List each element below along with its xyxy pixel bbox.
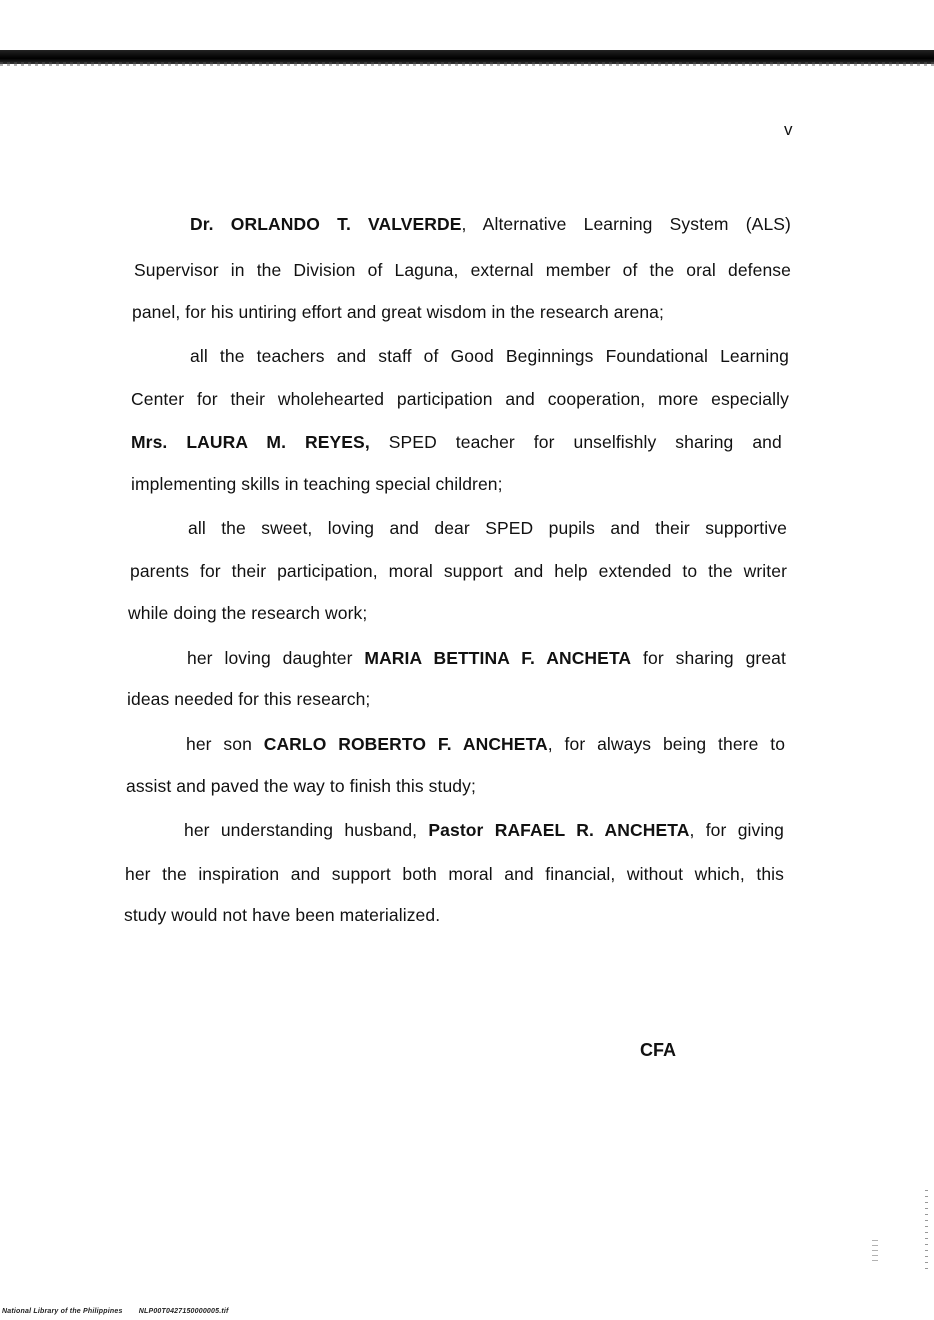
text-segment: ideas needed for this research; xyxy=(127,689,371,709)
text-segment: assist and paved the way to finish this study; xyxy=(126,776,476,796)
text-segment: Supervisor in the Division of Laguna, external member of the oral defense xyxy=(134,260,791,280)
text-segment: study would not have been materialized. xyxy=(124,905,441,925)
text-segment: while doing the research work; xyxy=(128,603,368,623)
text-line xyxy=(190,346,789,367)
text-segment: , Alternative Learning System (ALS) xyxy=(461,214,791,234)
text-segment: all the teachers and staff of Good Beginnings Foundational Learning xyxy=(190,346,790,366)
text-segment: for sharing great xyxy=(631,648,786,668)
text-line xyxy=(132,302,664,323)
text-segment: her son xyxy=(186,734,264,754)
scan-speckle xyxy=(925,1190,928,1270)
text-line xyxy=(187,648,786,669)
scan-speckle-small xyxy=(872,1240,878,1265)
text-line xyxy=(134,260,791,281)
bold-name: Mrs. LAURA M. REYES, xyxy=(131,432,370,452)
bold-name: Pastor RAFAEL R. ANCHETA xyxy=(428,820,690,840)
text-line xyxy=(190,214,791,235)
text-segment: all the sweet, loving and dear SPED pupils and their supportive xyxy=(188,518,787,538)
text-line xyxy=(130,561,787,582)
bold-name: MARIA BETTINA F. ANCHETA xyxy=(364,648,632,668)
text-line xyxy=(131,432,782,453)
scan-footer xyxy=(2,1308,229,1315)
text-segment: , for always being there to xyxy=(547,734,786,754)
text-segment: Center for their wholehearted participation and cooperation, more especially xyxy=(131,389,789,409)
text-segment: parents for their participation, moral support and help extended to the writer xyxy=(130,561,788,581)
bold-name: CARLO ROBERTO F. ANCHETA xyxy=(263,734,548,754)
text-line xyxy=(126,776,476,797)
scan-edge-noise xyxy=(0,62,934,66)
text-segment: panel, for his untiring effort and great wisdom in the research arena; xyxy=(132,302,664,322)
text-line xyxy=(127,689,370,710)
text-line xyxy=(131,474,503,495)
footer-library: National Library of the Philippines xyxy=(2,1308,123,1315)
text-line xyxy=(124,905,440,926)
text-segment: , for giving xyxy=(689,820,785,840)
text-line xyxy=(184,820,784,841)
footer-file: NLP00T0427150000005.tif xyxy=(138,1308,229,1315)
author-initials: CFA xyxy=(640,1040,676,1060)
text-line xyxy=(188,518,787,539)
text-segment: SPED teacher for unselfishly sharing and xyxy=(369,432,782,452)
text-line xyxy=(186,734,785,755)
text-line xyxy=(125,864,784,885)
bold-name: Dr. ORLANDO T. VALVERDE xyxy=(190,214,462,234)
page-number: v xyxy=(784,120,793,139)
text-segment: implementing skills in teaching special children; xyxy=(131,474,503,494)
text-segment: her loving daughter xyxy=(187,648,365,668)
text-segment: her understanding husband, xyxy=(184,820,429,840)
text-line xyxy=(131,389,789,410)
text-segment: her the inspiration and support both moral and financial, without which, this xyxy=(125,864,784,884)
text-line xyxy=(128,603,367,624)
